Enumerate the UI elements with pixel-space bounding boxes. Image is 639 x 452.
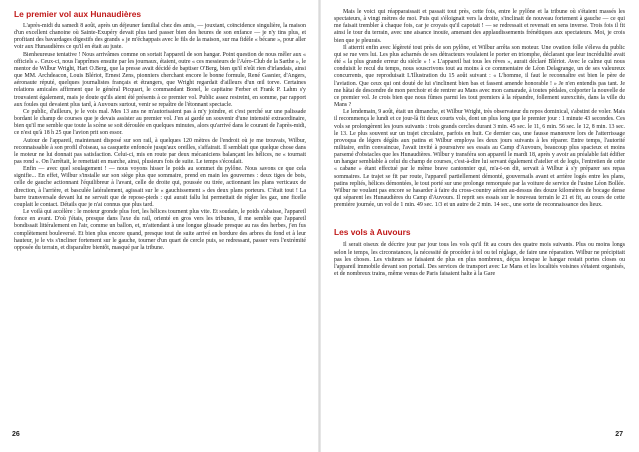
section-paragraph-1: Il serait oiseux de décrire jour par jour tous les vols qu'il fit au cours des quatre mois suivants. Plus ou moins longs selon le temps, les circonstances, la nécessité de procéder à tel ou tel réglage, de faire une réparation. Wilbur ne précipitait pas les choses. Les visiteurs se faisaient de plus en plus nombreux, déçus lorsque le hangar restait portes closes ou l'appareil immobile devant son portail. Des services de transport avec Le Mans et les localités voisines s'étaient organisés, et de nombreux trains, même venus de Paris faisaient halte à la Gare <box>334 242 625 277</box>
chapter-title: Le premier vol aux Hunaudières <box>14 9 142 19</box>
right-paragraph-3: Le lendemain, 9 août, était un dimanche, et Wilbur Wright, très observateur du repos dominical, s'abstint de voler. Mais il recommença le lundi et ce jour-là fit deux courts vols, dont un plus long que le premier jour : 1 minute 43 secondes. Ces vols se prolongèrent les jours suivants : trois grands cercles durant 3 min. 45 sec. le 11, 6 min. 56 sec. le 12, 8 min. 13 sec. le 13. Le plus souvent sur un trajet circulaire, parfois en huit. Ce dernier cas, une fausse manœuvre lors de l'atterrissage provoqua de légers dégâts aux patins et Wilbur employa les deux jours suivants à les réparer. Entre temps, l'autorité militaire, enfin convaincue, l'avait invité à poursuivre ses essais au Camp d'Auvours, beaucoup plus spacieux et moins parsemé d'obstacles que les Hunaudières. Wilbur y transféra son appareil le mardi 18, après y avoir au préalable fait édifier un hangar semblable à celui du champ de courses, c'est-à-dire lui servant également d'atelier et de logis, l'entretien de cette « cabane » étant effectué par le même brave cantonnier qui, m'a-t-on dit, servait à Wilbur à s'y préparer ses repas sommaires. Le trajet se fit par route, l'appareil partiellement démonté, gouvernails avant et arrière logés entre les plans, patins repliés, hélices démontées, le tout porté sur une prolonge remorquée par la voiture de service de l'usine Léon Bollée. Wilbur ne voulant pas encore se hasarder à faire du cross-country aérien au-dessus des douze kilomètres de bocage dense qui séparent les Hunaudières du Camp d'Auvours. Il reprit ses essais sur le nouveau terrain le 21 et fit, au cours de cette première journée, un vol de 1 min. 49 sec. 1/3 et un autre de 2 min. 14 sec., une sorte de reconnaissance des lieux. <box>334 109 625 209</box>
page-number-right: 27 <box>615 431 623 438</box>
right-paragraph-1: Mais le voici qui réapparaissait et passait tout près, cette fois, entre le pylône et la tribune où s'étaient massés les spectateurs, à vingt mètres de moi. Puis qui s'éloignait vers la droite, s'inclinait de nouveau fortement à gauche — ce qui me faisait trembler à chaque fois, car je croyais qu'il capotait ! — se redressait et revenait en sens inverse. Trois fois il fit ainsi le tour du terrain, avec une aisance inouïe, amenant des applaudissements frénétiques aux spectateurs. Moi, je crois bien que je pleurais. <box>334 9 625 44</box>
section-title: Les vols à Auvours <box>334 227 411 238</box>
left-paragraph-4: Autour de l'appareil, maintenant disposé sur son rail, à quelques 120 mètres de l'endroit où je me trouvais, Wilbur, reconnaissable à son profil d'oiseau, sa casquette enfoncée jusqu'aux oreilles, s'affairait. Il semblait que quelque chose dans le moteur ne lui donnait pas satisfaction. Celui-ci, mis en route par deux mécaniciens balançant les hélices, ne « tournait pas rond ». On l'arrêtait, le remettait en marche, ainsi, plusieurs fois de suite. Le temps s'écoulait. <box>14 137 306 165</box>
left-paragraph-2: Bienheureuse tentative ! Nous arrivâmes comme on sortait l'appareil de son hangar. Point question de nous mêler aux « officiels ». Ceux-ci, nous l'apprîmes ensuite par les journaux, étaient, outre « ces messieurs de l'Aéro-Club de la Sarthe », le mentor de Wilbur Wright, Hart O.Berg, que la presse avait décidé de baptiser O'Berg, bien qu'il n'eût rien d'irlandais, ainsi que MM. Archdeacon, Louis Blériot, Ernest Zens, pionniers cherchant encore le bonne formule, René Gasnier, d'Angers, aéronaute réputé, quelques journalistes français et étrangers, que Wright regardait d'ailleurs d'un œil torve. Certaines relations amicales affirment que le général Picquart, le commandant Bonel, le capitaine Ferber et Frank P. Lahm s'y trouvaient également, mais je doute qu'ils aient été présents à ce premier vol. Public assez restreint, en somme, par rapport aux foules qui devaient plus tard, à Auvours surtout, venir se repaître de l'étonnant spectacle. <box>14 51 306 108</box>
left-paragraph-3: Ce public, d'ailleurs, je le vois mal. Mes 13 ans ne m'autorisaient pas à m'y joindre, et c'est perché sur une palissade bordant le champ de courses que je devais assister au premier vol. J'en ai gardé un souvenir d'une intensité extraordinaire, bien qu'il me semble que toute la scène se soit déroulée en quelques minutes, alors qu'arrivé dans le courant de l'après-midi, ce n'est qu'à 18 h 25 que l'avion prit son essor. <box>14 108 306 137</box>
page-number-left: 26 <box>12 431 20 438</box>
left-paragraph-1: L'après-midi du samedi 8 août, après un déjeuner familial chez des amis, — jouxtant, coïncidence singulière, la maison d'un excellent chanoine où Sainte-Exupéry devait plus tard passer bien des heures de son enfance — je n'y tins plus, et profitant des bavardages digestifs des grands « je m'échappais avec le fils de la maison, sur ma fidèle « bécane », pour aller voir aux Hunaudières ce qu'il en était au juste. <box>14 23 306 51</box>
right-paragraph-2: Il atterrit enfin avec légèreté tout près de son pylône, et Wilbur arrêta son moteur. Une ovation folle s'éleva du public qui se rue vers lui. Les plus acharnés de ses détracteurs voulaient le porter en triomphe, déclarant que leur incrédulité avait été « la plus grande erreur du siècle » ! « L'appareil bat tous les rêves », aurait déclaré Blériot. Avec le calme qui nous conduisit le recul du temps, nous souscrivons tout au moins à ce commentaire de Léon Delagrange, un de ses valeureux concurrents, que reproduisait L'Illustration du 15 août suivant : « L'homme, il faut le reconnaître est bien le père de l'aviation. Que ceux qui ont douté de lui s'inclinent bien bas et fassent amende honorable ! » Je n'en entendis pas tant. Je me hâtai de descendre de mon perchoir et de rentrer au Mans avec mon camarade, à toutes pédales, colporter la nouvelle de ce premier vol. Je crois bien que nous fûmes parmi les tout premiers à la répandre, follement surexcités, dans la ville du Mans ? <box>334 44 625 109</box>
right-page <box>320 0 639 452</box>
left-paragraph-5: Enfin — avec quel soulagement ! — nous voyons hisser le poids au sommet du pylône. Nous savons ce que cela signifie... En effet, Wilbur s'installe sur son siège plus que sommaire, prend en main les gouvernes : deux tiges de bois, celle de gauche actionnant l'équilibreur à l'avant, celle de droite qui, poussée ou tirée, actionnant les plans verticaux de direction, à l'arrière, et basculée latéralement, agissait sur le « gauchissement » des deux plans porteurs. C'était tout ! La barre transversale devant lui ne servait que de repose-pieds : qui aurait fallu lui permettait de régler les gaz, une ficelle couplait le contact. Détails que je n'ai connus que plus tard. <box>14 166 306 208</box>
left-paragraph-6: Le voilà qui accélère : le moteur gronde plus fort, les hélices tournent plus vite. Et soudain, le poids s'abaisse, l'appareil fonce en avant. D'où j'étais, presque dans l'axe du rail, orienté en gros vers les tribunes, il me semble que l'appareil bondissait littéralement en l'air, comme un ballon, et, m'attendant à une longue glissade presque au ras des herbes, j'en fus complètement bouleversé. Et bien plus encore quand, presque tout de suite arrivé en bordure des arbres du fond et à leur hauteur, je le vis s'incliner fortement sur le gauche, tourner d'un quart de cercle puis, se redressant, passer vers l'extrémité opposée du terrain, et disparaître bientôt, masqué par la tribune. <box>14 209 306 251</box>
